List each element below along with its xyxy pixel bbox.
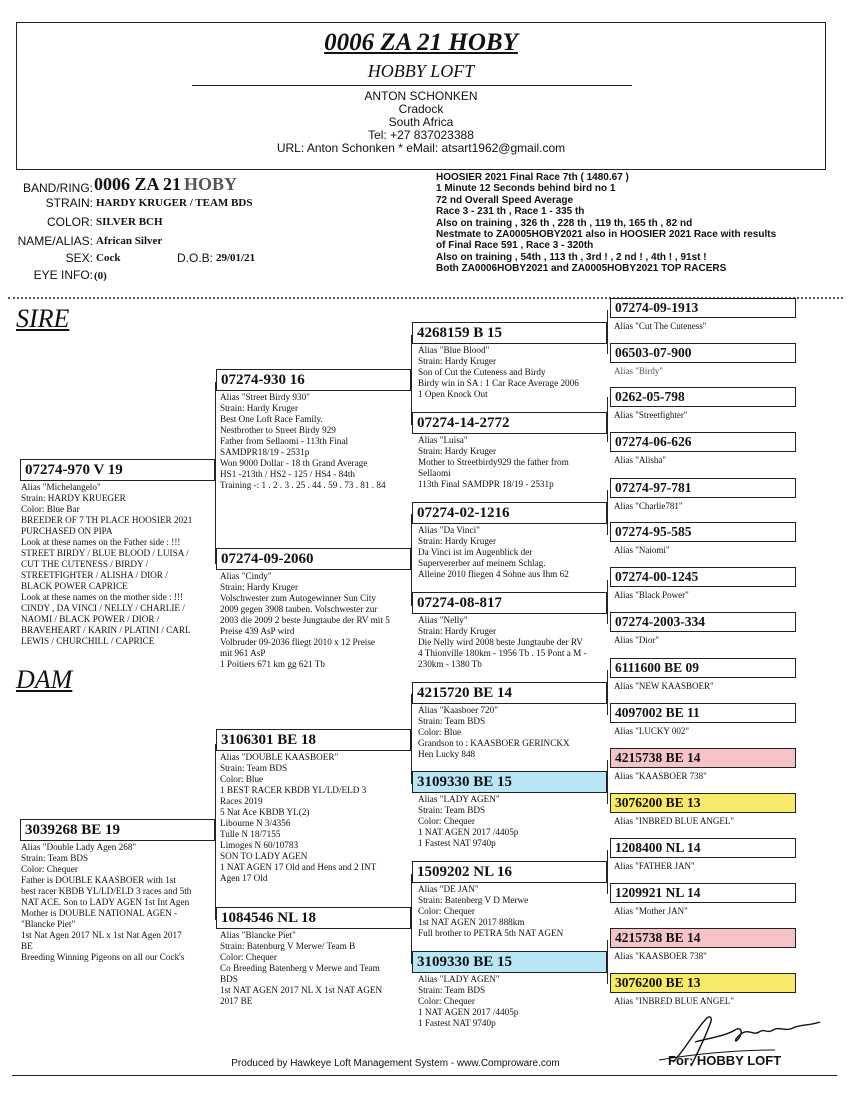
dob-value: 29/01/21 xyxy=(216,252,256,264)
detail-line: 2009 gegen 3908 tauben. Volschwester zur xyxy=(220,604,378,614)
gen4-alias: Alias "Naiomi" xyxy=(614,545,670,555)
detail-line: Alias "LADY AGEN" xyxy=(418,794,500,804)
gen4-ring-highlighted[interactable]: 4215738 BE 14 xyxy=(610,748,796,768)
gen3-ring[interactable]: 4268159 B 15 xyxy=(412,322,607,344)
detail-line: BE xyxy=(21,941,33,951)
detail-line: 230km - 1380 Tb xyxy=(418,659,482,669)
detail-line: Breeding Winning Pigeons on all our Cock's xyxy=(21,952,185,962)
detail-line: Look at these names on the Father side : !!! xyxy=(21,537,181,547)
gen4-ring[interactable]: 07274-97-781 xyxy=(610,478,796,498)
detail-line: Die Nelly wird 2008 beste Jungtaube der RV xyxy=(418,637,583,647)
detail-line: Alias "Nelly" xyxy=(418,615,468,625)
sex-label: SEX: xyxy=(65,251,93,265)
owner-url: URL: Anton Schonken * eMail: atsart1962@gmail.com xyxy=(276,141,566,155)
signature-caption: For: HOBBY LOFT xyxy=(668,1053,782,1068)
detail-line: 1 Open Knock Out xyxy=(418,389,488,399)
detail-line: Strain: Hardy Kruger xyxy=(418,446,497,456)
detail-line: Mother to Streetbirdy929 the father from xyxy=(418,457,569,467)
gen4-alias: Alias "LUCKY 002" xyxy=(614,726,690,736)
gen4-ring[interactable]: 06503-07-900 xyxy=(610,343,796,363)
owner-city: Cradock xyxy=(398,102,444,116)
gen4-alias: Alias "Alisha" xyxy=(614,455,667,465)
name-label: NAME/ALIAS: xyxy=(17,234,93,248)
gen4-ring-highlighted[interactable]: 3076200 BE 13 xyxy=(610,973,796,993)
detail-line: Da Vinci ist im Augenblick der xyxy=(418,547,533,557)
detail-line: Alias "Da Vinci" xyxy=(418,525,480,535)
detail-line: HS1 -213th / HS2 - 125 / HS4 - 84th xyxy=(220,469,356,479)
gen2-ring[interactable]: 07274-09-2060 xyxy=(216,548,411,570)
owner-country: South Africa xyxy=(388,115,454,129)
name-value: African Silver xyxy=(96,235,163,247)
detail-line: Strain: Team BDS xyxy=(418,805,486,815)
sex-value: Cock xyxy=(96,252,121,264)
strain-value: HARDY KRUGER / TEAM BDS xyxy=(96,197,253,209)
gen4-ring[interactable]: 07274-06-626 xyxy=(610,432,796,452)
gen4-alias: Alias "Mother JAN" xyxy=(614,906,688,916)
detail-line: BDS xyxy=(220,974,238,984)
detail-line: 1 Poitiers 671 km gg 621 Tb xyxy=(220,659,325,669)
gen3-ring[interactable]: 07274-08-817 xyxy=(412,592,607,614)
detail-line: Strain: Team BDS xyxy=(418,716,486,726)
result-line: HOOSIER 2021 Final Race 7th ( 1480.67 ) xyxy=(436,172,629,183)
detail-line: Birdy win in SA : 1 Car Race Average 2006 xyxy=(418,378,579,388)
footer-text: Produced by Hawkeye Loft Management System - www.Comproware.com xyxy=(231,1058,560,1069)
detail-line: Best One Loft Race Family. xyxy=(220,414,323,424)
gen4-alias: Alias "INBRED BLUE ANGEL" xyxy=(614,816,735,826)
gen3-ring-highlighted[interactable]: 3109330 BE 15 xyxy=(412,951,607,973)
detail-line: Nestbrother to Street Birdy 929 xyxy=(220,425,336,435)
header-divider xyxy=(192,85,632,86)
detail-line: 2017 BE xyxy=(220,996,253,1006)
detail-line: Strain: Hardy Kruger xyxy=(418,536,497,546)
detail-line: Father from Sellaomi - 113th Final xyxy=(220,436,349,446)
gen4-ring[interactable]: 1208400 NL 14 xyxy=(610,838,796,858)
detail-line: Strain: Hardy Kruger xyxy=(220,403,299,413)
loft-name: HOBBY LOFT xyxy=(367,61,475,81)
detail-line: Strain: Hardy Kruger xyxy=(418,356,497,366)
detail-line: BLACK POWER CAPRICE xyxy=(21,581,128,591)
detail-line: Strain: Batenberg V D Merwe xyxy=(418,895,529,905)
result-line: Nestmate to ZA0005HOBY2021 also in HOOSIER 2021 Race with results xyxy=(436,229,777,241)
color-label: COLOR: xyxy=(46,215,93,229)
detail-line: 113th Final SAMDPR 18/19 - 2531p xyxy=(418,479,554,489)
detail-line: Mother is DOUBLE NATIONAL AGEN - xyxy=(21,908,178,918)
detail-line: 1st Nat Agen 2017 NL x 1st Nat Agen 2017 xyxy=(21,930,182,940)
detail-line: Strain: HARDY KRUEGER xyxy=(21,493,126,503)
detail-line: Strain: Team BDS xyxy=(21,853,89,863)
detail-line: Grandson to : KAASBOER GERINCKX xyxy=(418,738,570,748)
band-ring xyxy=(94,174,237,195)
connector-line xyxy=(607,490,608,535)
detail-line: Alias "Blancke Piet" xyxy=(220,930,296,940)
result-line: Also on training , 54th , 113 th , 3rd ! , 2 nd ! , 4th ! , 91st ! xyxy=(436,251,707,263)
detail-line: Limoges N 60/10783 xyxy=(220,840,299,850)
detail-line: SON TO LADY AGEN xyxy=(220,851,308,861)
race-results xyxy=(436,172,816,275)
detail-line: PURCHASED ON PIPA xyxy=(21,526,113,536)
gen4-alias: Alias "KAASBOER 738" xyxy=(614,951,707,961)
detail-line: Alias "Street Birdy 930" xyxy=(220,392,310,402)
eye-label: EYE INFO: xyxy=(33,268,93,282)
connector-line xyxy=(607,580,608,624)
detail-line: Strain: Batenburg V Merwe/ Team B xyxy=(220,941,356,951)
detail-line: Races 2019 xyxy=(220,796,263,806)
gen4-alias: Alias "Black Power" xyxy=(614,590,689,600)
detail-line: Training -: 1 . 2 . 3 . 25 . 44 . 59 . 73 . 81 . 84 xyxy=(220,480,386,490)
detail-line: Strain: Hardy Kruger xyxy=(220,582,299,592)
detail-line: Won 9000 Dollar - 18 th Grand Average xyxy=(220,458,368,468)
detail-line: Look at these names on the mother side : !!! xyxy=(21,592,184,602)
result-line: 72 nd Overall Speed Average xyxy=(436,194,574,206)
gen4-ring-highlighted[interactable]: 4215738 BE 14 xyxy=(610,928,796,948)
connector-line xyxy=(607,670,608,715)
detail-line: 4 Thionville 180km - 1956 Tb . 15 Pont a M - xyxy=(418,648,587,658)
result-line: Race 3 - 231 th , Race 1 - 335 th xyxy=(436,206,585,218)
detail-line: "Blancke Piet" xyxy=(21,919,76,929)
band-value: 0006 ZA 21 xyxy=(94,174,182,194)
detail-line: 1 NAT AGEN 17 Old and Hens and 2 INT xyxy=(220,862,377,872)
gen4-alias: Alias "NEW KAASBOER" xyxy=(614,681,714,691)
gen4-ring[interactable]: 07274-2003-334 xyxy=(610,612,796,632)
detail-line: Alias "DOUBLE KAASBOER" xyxy=(220,752,339,762)
detail-line: STREETFIGHTER / ALISHA / DIOR / xyxy=(21,570,168,580)
gen2-ring[interactable]: 07274-930 16 xyxy=(216,369,411,391)
detail-line: best racer KBDB YL/LD/ELD 3 races and 5th xyxy=(21,886,192,896)
detail-line: Volbruder 09-2036 fliegt 2010 x 12 Preise xyxy=(220,637,375,647)
gen3-details xyxy=(418,884,563,939)
result-line: Also on training , 326 th , 228 th , 119 th, 165 th , 82 nd xyxy=(436,217,693,229)
detail-line: Co Breeding Batenberg v Merwe and Team xyxy=(220,963,380,973)
dam-ring[interactable]: 3039268 BE 19 xyxy=(20,819,215,841)
detail-line: STREET BIRDY / BLUE BLOOD / LUISA / xyxy=(21,548,189,558)
gen3-ring[interactable]: 1509202 NL 16 xyxy=(412,861,607,883)
gen4-ring[interactable]: 4097002 BE 11 xyxy=(610,703,796,723)
detail-line: Strain: Team BDS xyxy=(418,985,486,995)
gen2-ring[interactable]: 3106301 BE 18 xyxy=(216,729,411,751)
detail-line: NAOMI / BLACK POWER / DIOR / xyxy=(21,614,160,624)
gen4-alias: Alias "Dior" xyxy=(614,635,660,645)
detail-line: CUT THE CUTENESS / BIRDY / xyxy=(21,559,149,569)
detail-line: 1 NAT AGEN 2017 /4405p xyxy=(418,827,519,837)
detail-line: Alias "DE JAN" xyxy=(418,884,479,894)
connector-line xyxy=(607,850,608,894)
sire-ring[interactable]: 07274-970 V 19 xyxy=(20,459,215,481)
detail-line: Alias "LADY AGEN" xyxy=(418,974,500,984)
sire-heading: SIRE xyxy=(16,304,70,333)
gen4-ring[interactable]: 6111600 BE 09 xyxy=(610,658,796,678)
gen3-details xyxy=(418,705,570,760)
gen2-details xyxy=(220,930,382,1007)
detail-line: Full brother to PETRA 5th NAT AGEN xyxy=(418,928,564,938)
detail-line: Alias "Double Lady Agen 268" xyxy=(21,842,137,852)
detail-line: Color: Blue xyxy=(418,727,462,737)
detail-line: LEWIS / CHURCHILL / CAPRICE xyxy=(21,636,155,646)
gen3-details xyxy=(418,345,579,400)
detail-line: 1 BEST RACER KBDB YL/LD/ELD 3 xyxy=(220,785,367,795)
dam-details xyxy=(21,842,191,963)
detail-line: Libourne N 3/4356 xyxy=(220,818,291,828)
connector-line xyxy=(215,382,216,564)
gen2-details xyxy=(220,752,376,884)
footer-divider xyxy=(12,1075,837,1076)
result-line: Both ZA0006HOBY2021 and ZA0005HOBY2021 TOP RACERS xyxy=(436,263,727,275)
gen4-ring[interactable]: 07274-95-585 xyxy=(610,522,796,542)
detail-line: Alias "Luisa" xyxy=(418,435,468,445)
detail-line: Hen Lucky 848 xyxy=(418,749,476,759)
dam-heading: DAM xyxy=(16,665,73,694)
detail-line: Color: Chequer xyxy=(418,906,475,916)
detail-line: Alias "Cindy" xyxy=(220,571,272,581)
gen3-details xyxy=(418,794,518,849)
detail-line: 2003 die 2009 2 beste Jungtaube der RV mit 5 xyxy=(220,615,390,625)
detail-line: 1 Fastest NAT 9740p xyxy=(418,1018,496,1028)
gen4-alias: Alias "KAASBOER 738" xyxy=(614,771,707,781)
gen4-ring-highlighted[interactable]: 3076200 BE 13 xyxy=(610,793,796,813)
detail-line: 1st NAT AGEN 2017 888km xyxy=(418,917,525,927)
detail-line: BREEDER OF 7 TH PLACE HOOSIER 2021 xyxy=(21,515,193,525)
gen2-ring[interactable]: 1084546 NL 18 xyxy=(216,907,411,929)
sire-details xyxy=(21,482,192,647)
detail-line: Strain: Hardy Kruger xyxy=(418,626,497,636)
gen4-alias: Alias "FATHER JAN" xyxy=(614,861,695,871)
owner-name: ANTON SCHONKEN xyxy=(364,89,478,103)
gen4-alias: Alias "Charlie781" xyxy=(614,501,683,511)
detail-line: Color: Chequer xyxy=(418,816,475,826)
detail-line: BRAVEHEART / KARIN / PLATINI / CARL xyxy=(21,625,191,635)
detail-line: Color: Chequer xyxy=(220,952,277,962)
gen4-alias: Alias "Birdy" xyxy=(614,366,664,376)
color-value: SILVER BCH xyxy=(96,216,163,228)
gen3-ring-highlighted[interactable]: 3109330 BE 15 xyxy=(412,771,607,793)
detail-line: Color: Chequer xyxy=(418,996,475,1006)
gen3-ring[interactable]: 07274-14-2772 xyxy=(412,412,607,434)
detail-line: 1 Fastest NAT 9740p xyxy=(418,838,496,848)
detail-line: mit 961 AsP xyxy=(220,648,266,658)
detail-line: Volschwester zum Autogewinner Sun City xyxy=(220,593,377,603)
detail-line: 1 NAT AGEN 2017 /4405p xyxy=(418,1007,519,1017)
detail-line: Sellaomi xyxy=(418,468,451,478)
detail-line: Color: Chequer xyxy=(21,864,78,874)
result-line: 1 Minute 12 Seconds behind bird no 1 xyxy=(436,183,616,195)
strain-label: STRAIN: xyxy=(45,196,93,210)
gen4-ring[interactable]: 1209921 NL 14 xyxy=(610,883,796,903)
dob-label: D.O.B: xyxy=(177,251,214,265)
detail-line: Alias "Michelangelo" xyxy=(21,482,101,492)
detail-line: Preise 439 AsP wird xyxy=(220,626,295,636)
gen3-details xyxy=(418,615,587,670)
detail-line: Color: Blue Bar xyxy=(21,504,80,514)
detail-line: Tulle N 18/7155 xyxy=(220,829,281,839)
gen3-details xyxy=(418,435,569,490)
eye-value: (0) xyxy=(94,270,107,282)
band-suffix: HOBY xyxy=(184,174,238,194)
owner-tel: Tel: +27 837023388 xyxy=(368,128,474,142)
page-title: 0006 ZA 21 HOBY xyxy=(324,29,518,56)
gen4-ring[interactable]: 0262-05-798 xyxy=(610,387,796,407)
gen3-ring[interactable]: 07274-02-1216 xyxy=(412,502,607,524)
band-label: BAND/RING: xyxy=(22,181,93,195)
detail-line: CINDY , DA VINCI / NELLY / CHARLIE / xyxy=(21,603,185,613)
connector-line xyxy=(607,310,608,354)
gen4-alias: Alias "INBRED BLUE ANGEL" xyxy=(614,996,735,1006)
gen3-details xyxy=(418,525,569,580)
connector-line xyxy=(607,940,608,984)
detail-line: Color: Blue xyxy=(220,774,264,784)
detail-line: NAT ACE. Son to LADY AGEN 1st Int Agen xyxy=(21,897,190,907)
gen4-alias: Alias "Cut The Cuteness" xyxy=(614,321,707,331)
result-line: of Final Race 591 , Race 3 - 320th xyxy=(436,240,594,252)
detail-line: Agen 17 Old xyxy=(220,873,268,883)
connector-line xyxy=(607,397,608,442)
detail-line: Alias "Blue Blood" xyxy=(418,345,490,355)
detail-line: SAMDPR18/19 - 2531p xyxy=(220,447,310,457)
gen3-ring[interactable]: 4215720 BE 14 xyxy=(412,682,607,704)
detail-line: 5 Nat Ace KBDB YL(2) xyxy=(220,807,310,817)
detail-line: Father is DOUBLE KAASBOER with 1st xyxy=(21,875,176,885)
gen2-details xyxy=(220,392,386,491)
gen2-details xyxy=(220,571,390,670)
gen4-ring[interactable]: 07274-00-1245 xyxy=(610,567,796,587)
detail-line: 1st NAT AGEN 2017 NL X 1st NAT AGEN xyxy=(220,985,383,995)
detail-line: Son of Cut the Cuteness and Birdy xyxy=(418,367,546,377)
gen3-details xyxy=(418,974,518,1029)
gen4-ring[interactable]: 07274-09-1913 xyxy=(610,298,796,318)
detail-line: Strain: Team BDS xyxy=(220,763,288,773)
detail-line: Alias "Kaasboer 720" xyxy=(418,705,498,715)
header-box xyxy=(16,22,826,170)
connector-line xyxy=(215,744,216,920)
detail-line: Supervererber auf meinem Schlag. xyxy=(418,558,546,568)
detail-line: Alleine 2010 fliegen 4 Sohne aus Ihm 62 xyxy=(418,569,569,579)
gen4-alias: Alias "Streetfighter" xyxy=(614,410,688,420)
connector-line xyxy=(607,760,608,804)
